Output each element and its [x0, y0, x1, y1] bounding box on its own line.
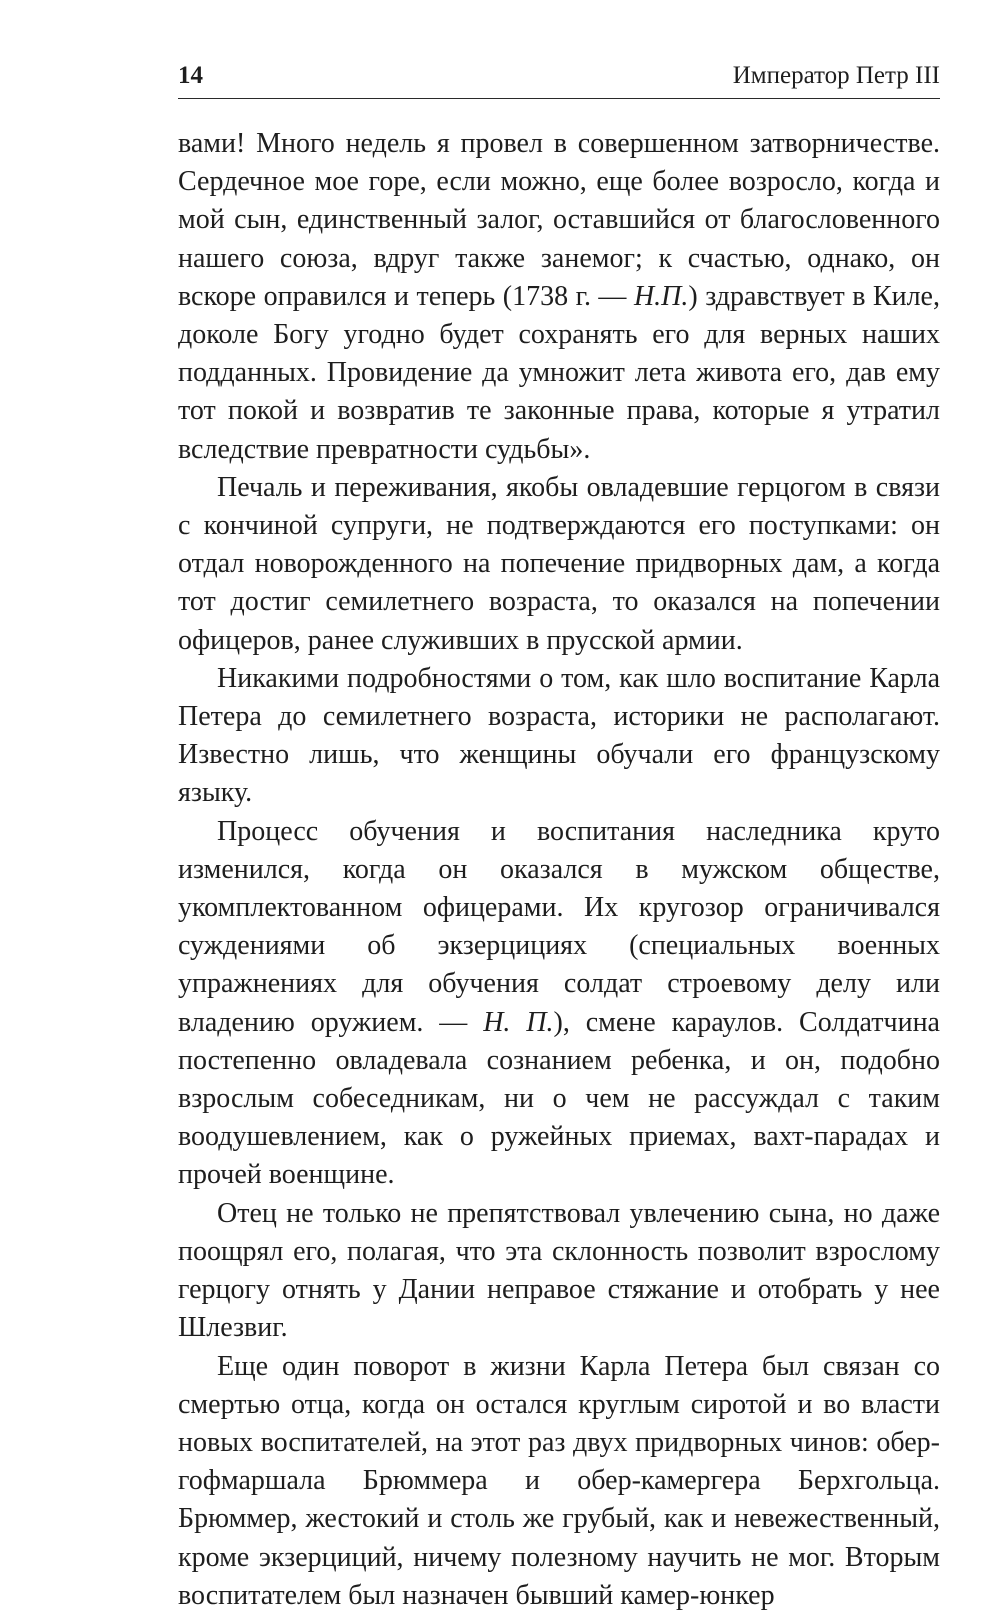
page-number: 14 — [178, 62, 203, 89]
paragraph: Процесс обучения и воспитания наследника круто изменился, когда он оказался в мужском обществе, укомплектованном офицерами. Их кругозор ограничивался суждениями об экзерцициях (специальных военных упражнениях для обучения солдат строевому делу или владению оружием. — Н. П.), смене караулов. Солдатчина постепенно овладевала сознанием ребенка, и он, подобно взрослым собеседникам, ни о чем не рассуждал с таким воодушевлением, как о ружейных приемах, вахт-парадах и прочей военщине. — [178, 815, 940, 1191]
author-initials: Н. П. — [483, 1006, 554, 1038]
running-header — [178, 60, 940, 99]
running-title: Император Петр III — [732, 62, 940, 89]
author-initials: Н.П. — [633, 280, 689, 312]
body-text — [178, 125, 940, 1615]
paragraph: Печаль и переживания, якобы овладевшие герцогом в связи с кончиной супруги, не подтверждаются его поступками: он отдал новорожденного на попечение придворных дам, а когда тот достиг семилетнего возраста, то оказался на попечении офицеров, ранее служивших в прусской армии. — [178, 471, 940, 656]
paragraph-continuation: вами! Много недель я провел в совершенном затворничестве. Сердечное мое горе, если можно, еще более возросло, когда и мой сын, единственный залог, оставшийся от благословенного нашего союза, вдруг также занемог; к счастью, однако, он вскоре оправился и теперь (1738 г. — Н.П.) здравствует в Киле, доколе Богу угодно будет сохранять его для верных наших подданных. Провидение да умножит лета живота его, дав ему тот покой и возвратив те законные права, которые я утратил вследствие превратности судьбы». — [178, 128, 940, 465]
paragraph: Никакими подробностями о том, как шло воспитание Карла Петера до семилетнего возраста, историки не располагают. Известно лишь, что женщины обучали его французскому языку. — [178, 662, 940, 809]
book-page — [178, 60, 940, 1615]
paragraph: Еще один поворот в жизни Карла Петера был связан со смертью отца, когда он остался круглым сиротой и во власти новых воспитателей, на этот раз двух придворных чинов: обер-гофмаршала Брюммера и обер-камергера Берхгольца. Брюммер, жестокий и столь же грубый, как и невежественный, кроме экзерциций, ничему полезному научить не мог. Вторым воспитателем был назначен бывший камер-юнкер — [178, 1350, 940, 1611]
paragraph: Отец не только не препятствовал увлечению сына, но даже поощрял его, полагая, что эта склонность позволит взрослому герцогу отнять у Дании неправое стяжание и отобрать у нее Шлезвиг. — [178, 1197, 940, 1344]
